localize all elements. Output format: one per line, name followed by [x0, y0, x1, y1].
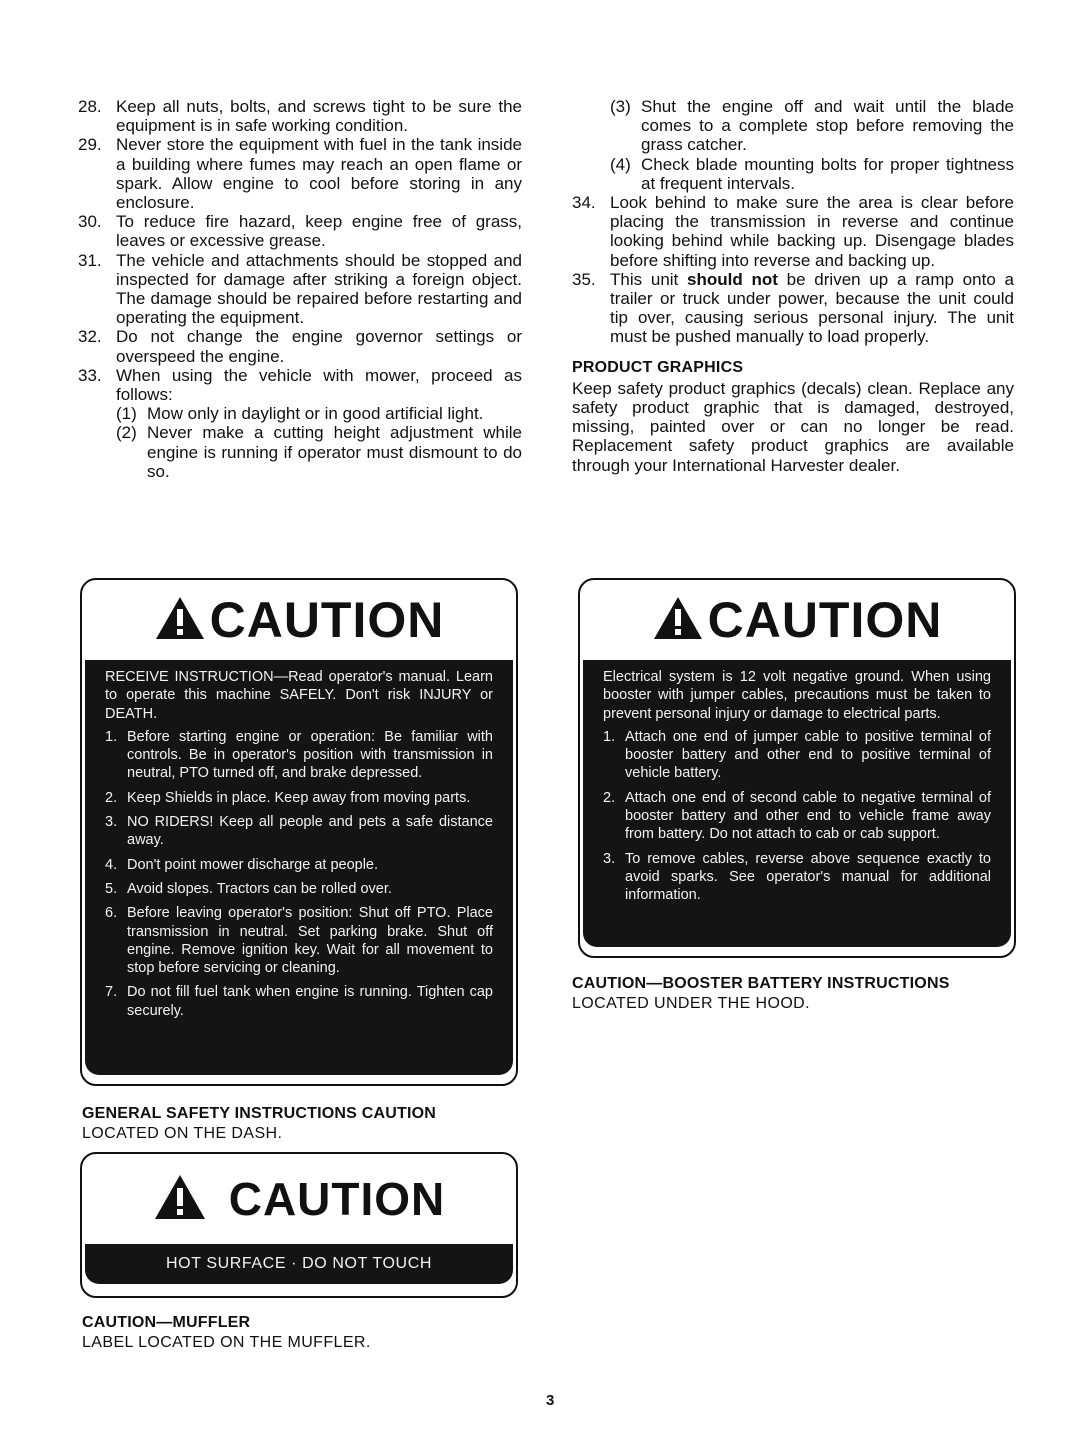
caution-word: CAUTION — [209, 592, 445, 648]
list-item: 35. This unit should not be driven up a ramp onto a trailer or truck under power, because the unit could tip over, causing serious personal injury. The unit must be pushed manually to load properly. — [572, 269, 1014, 347]
caution-header — [82, 1154, 516, 1244]
list-item: 28. Keep all nuts, bolts, and screws tight to be sure the equipment is in safe working condition. — [78, 97, 522, 136]
sublist-item: (3) Shut the engine off and wait until the blade comes to a complete stop before removing the grass catcher. — [610, 97, 1014, 155]
caution-label-dash — [80, 578, 518, 1086]
caution-label-muffler — [80, 1152, 518, 1298]
safety-list-left — [78, 97, 522, 481]
list-item: 4. Don't point mower discharge at people. — [105, 856, 379, 873]
left-column — [78, 97, 522, 481]
list-item: 5. Avoid slopes. Tractors can be rolled over. — [105, 880, 392, 897]
list-item: 30. To reduce fire hazard, keep engine free of grass, leaves or excessive grease. — [78, 212, 522, 251]
warning-triangle-icon — [652, 595, 704, 646]
list-item: 1. Before starting engine or operation: Be familiar with controls. Be in operator's position with transmission in neutral, PTO turned off, and brake depressed. — [105, 728, 493, 782]
safety-list-right — [572, 193, 1014, 347]
caution-word: CAUTION — [228, 1173, 446, 1225]
list-item: 1. Attach one end of jumper cable to positive terminal of booster battery and other end to positive terminal of vehicle battery. — [603, 728, 991, 782]
list-item: 33. When using the vehicle with mower, proceed as follows: (1) Mow only in daylight or in good artificial light. (2) Never make a cutting height adjustment while engine is running if operator must dismount to do so. — [78, 365, 522, 481]
dash-label-caption: GENERAL SAFETY INSTRUCTIONS CAUTION LOCATED ON THE DASH. — [82, 1105, 436, 1142]
warning-triangle-icon — [153, 1173, 207, 1226]
right-column — [572, 97, 1014, 475]
sublist-item: (4) Check blade mounting bolts for proper tightness at frequent intervals. — [610, 154, 1014, 193]
product-graphics-heading: PRODUCT GRAPHICS — [572, 358, 744, 376]
caution-word: CAUTION — [707, 592, 943, 648]
warning-triangle-icon — [154, 595, 206, 646]
list-item: 29. Never store the equipment with fuel in the tank inside a building where fumes may reach an open flame or spark. Allow engine to cool before storing in any enclosure. — [78, 135, 522, 213]
sublist-item: (1) Mow only in daylight or in good artificial light. — [116, 404, 484, 424]
caution-body: RECEIVE INSTRUCTION—Read operator's manual. Learn to operate this machine SAFELY. Don't risk INJURY or DEATH. 1. Before starting engine or operation: Be familiar with controls. Be in operator's position with transmission in neutral, PTO turned off, and brake depressed. 2. Keep Shields in place. Keep away from moving parts. 3. NO RIDERS! Keep all people and pets a safe distance away. 4. Don't point mower discharge at people. 5. Avoid slopes. Tractors can be rolled over. 6. Before leaving operator's position: Shut off PTO. Place transmission in neutral. Set parking brake. Shut off engine. Remove ignition key. Wait for all movement to stop before servicing or cleaning. 7. Do not fill fuel tank when engine is running. Tighten cap securely. — [85, 660, 513, 1075]
caution-instructions — [105, 728, 493, 1020]
caution-instructions — [603, 728, 991, 905]
battery-label-caption: CAUTION—BOOSTER BATTERY INSTRUCTIONS LOCATED UNDER THE HOOD. — [572, 975, 950, 1012]
muffler-label-caption: CAUTION—MUFFLER LABEL LOCATED ON THE MUFFLER. — [82, 1314, 371, 1351]
caution-label-battery — [578, 578, 1016, 958]
caution-header — [82, 580, 516, 660]
hot-surface-warning: HOT SURFACE · DO NOT TOUCH — [85, 1244, 513, 1284]
mower-sublist-continued — [610, 97, 1014, 193]
list-item: 31. The vehicle and attachments should be stopped and inspected for damage after striking a foreign object. The damage should be repaired before restarting and operating the equipment. — [78, 250, 522, 328]
list-item: 34. Look behind to make sure the area is clear before placing the transmission in reverse and continue looking behind while backing up. Disengage blades before shifting into reverse and backing up. — [572, 193, 1014, 270]
caution-body: Electrical system is 12 volt negative ground. When using booster with jumper cables, precautions must be taken to prevent personal injury or damage to electrical parts. 1. Attach one end of jumper cable to positive terminal of booster battery and other end to positive terminal of vehicle battery. 2. Attach one end of second cable to negative terminal of booster battery and other end to vehicle frame away from battery. Do not attach to cab or cab support. 3. To remove cables, reverse above sequence exactly to avoid sparks. See operator's manual for additional information. — [583, 660, 1011, 947]
page-number: 3 — [546, 1392, 555, 1409]
list-item: 2. Keep Shields in place. Keep away from moving parts. — [105, 789, 471, 806]
list-item: 3. To remove cables, reverse above sequence exactly to avoid sparks. See operator's manual for additional information. — [603, 850, 991, 904]
product-graphics-text: Keep safety product graphics (decals) clean. Replace any safety product graphic that is damaged, destroyed, missing, painted over or can no longer be read. Replacement safety product graphics are available through your International Harvester dealer. — [572, 378, 1014, 475]
mower-sublist — [116, 404, 522, 481]
list-item: 6. Before leaving operator's position: Shut off PTO. Place transmission in neutral. Set parking brake. Shut off engine. Remove ignition key. Wait for all movement to stop before servicing or cleaning. — [105, 905, 493, 977]
list-item: 32. Do not change the engine governor settings or overspeed the engine. — [78, 327, 522, 366]
list-item: 2. Attach one end of second cable to negative terminal of booster battery and other end to vehicle frame away from battery. Do not attach to cab or cab support. — [603, 789, 991, 843]
list-item: 3. NO RIDERS! Keep all people and pets a safe distance away. — [105, 814, 493, 849]
sublist-item: (2) Never make a cutting height adjustment while engine is running if operator must dismount to do so. — [116, 423, 522, 481]
list-item: 7. Do not fill fuel tank when engine is running. Tighten cap securely. — [105, 984, 493, 1019]
caution-header — [580, 580, 1014, 660]
